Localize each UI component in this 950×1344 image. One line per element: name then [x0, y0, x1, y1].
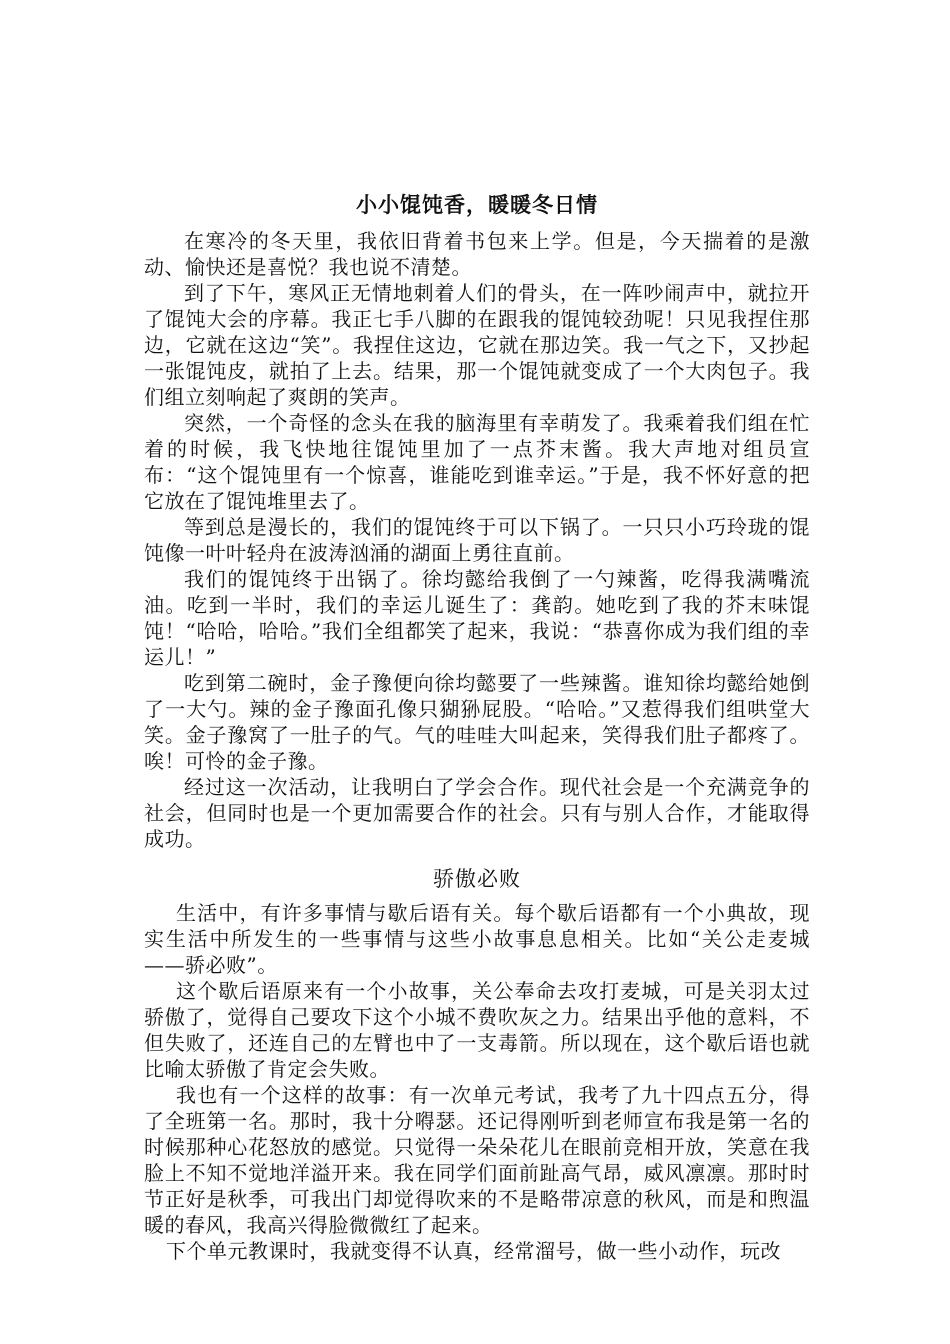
essay1-paragraph-3: 突然，一个奇怪的念头在我的脑海里有幸萌发了。我乘着我们组在忙着的时候，我飞快地往馄饨里加了一点芥末酱。我大声地对组员宣布：“这个馄饨里有一个惊喜，谁能吃到谁幸运。”于是，我不怀好意的把它放在了馄饨堆里去了。 — [144, 411, 810, 513]
essay2-paragraph-2: 这个歇后语原来有一个小故事，关公奉命去攻打麦城，可是关羽太过骄傲了，觉得自己要攻下这个小城不费吹灰之力。结果出乎他的意料，不但失败了，还连自己的左臂也中了一支毒箭。所以现在，这个歇后语也就比喻太骄傲了肯定会失败。 — [144, 979, 810, 1081]
essay2-paragraph-3: 我也有一个这样的故事：有一次单元考试，我考了九十四点五分，得了全班第一名。那时，我十分嘚瑟。还记得刚听到老师宣布我是第一名的时候那种心花怒放的感觉。只觉得一朵朵花儿在眼前竞相开放，笑意在我脸上不知不觉地洋溢开来。我在同学们面前趾高气昂，威风凛凛。那时时节正好是秋季，可我出门却觉得吹来的不是略带凉意的秋风，而是和煦温暖的春风，我高兴得脸微微红了起来。 — [144, 1083, 810, 1237]
essay1-title: 小小馄饨香，暖暖冬日情 — [356, 192, 598, 217]
essay1-paragraph-7: 经过这一次活动，让我明白了学会合作。现代社会是一个充满竞争的社会，但同时也是一个更加需要合作的社会。只有与别人合作，才能取得成功。 — [144, 775, 810, 851]
essay2-paragraph-4: 下个单元教课时，我就变得不认真，经常溜号，做一些小动作，玩改 — [166, 1239, 781, 1263]
essay1-paragraph-6: 吃到第二碗时，金子豫便向徐均懿要了一些辣酱。谁知徐均懿给她倒了一大勺。辣的金子豫面孔像只猢狲屁股。“哈哈。”又惹得我们组哄堂大笑。金子豫窝了一肚子的气。气的哇哇大叫起来，笑得我们肚子都疼了。唉！可怜的金子豫。 — [144, 671, 810, 773]
essay2-paragraph-1: 生活中，有许多事情与歇后语有关。每个歇后语都有一个小典故，现实生活中所发生的一些事情与这些小故事息息相关。比如“关公走麦城——骄必败”。 — [144, 901, 810, 977]
essay1-paragraph-5: 我们的馄饨终于出锅了。徐均懿给我倒了一勺辣酱，吃得我满嘴流油。吃到一半时，我们的幸运儿诞生了：龚韵。她吃到了我的芥末味馄饨！“哈哈，哈哈。”我们全组都笑了起来，我说：“恭喜你成为我们组的幸运儿！” — [144, 567, 810, 669]
essay2-title: 骄傲必败 — [433, 867, 521, 891]
essay1-paragraph-1: 在寒冷的冬天里，我依旧背着书包来上学。但是，今天揣着的是激动、愉快还是喜悦？我也说不清楚。 — [144, 229, 810, 279]
essay1-paragraph-2: 到了下午，寒风正无情地刺着人们的骨头，在一阵吵闹声中，就拉开了馄饨大会的序幕。我正七手八脚的在跟我的馄饨较劲呢！只见我捏住那边，它就在这边“笑”。我捏住这边，它就在那边笑。我一气之下，又抄起一张馄饨皮，就拍了上去。结果，那一个馄饨就变成了一个大肉包子。我们组立刻响起了爽朗的笑声。 — [144, 281, 810, 409]
essay1-paragraph-4: 等到总是漫长的，我们的馄饨终于可以下锅了。一只只小巧玲珑的馄饨像一叶叶轻舟在波涛汹涌的湖面上勇往直前。 — [144, 515, 810, 565]
